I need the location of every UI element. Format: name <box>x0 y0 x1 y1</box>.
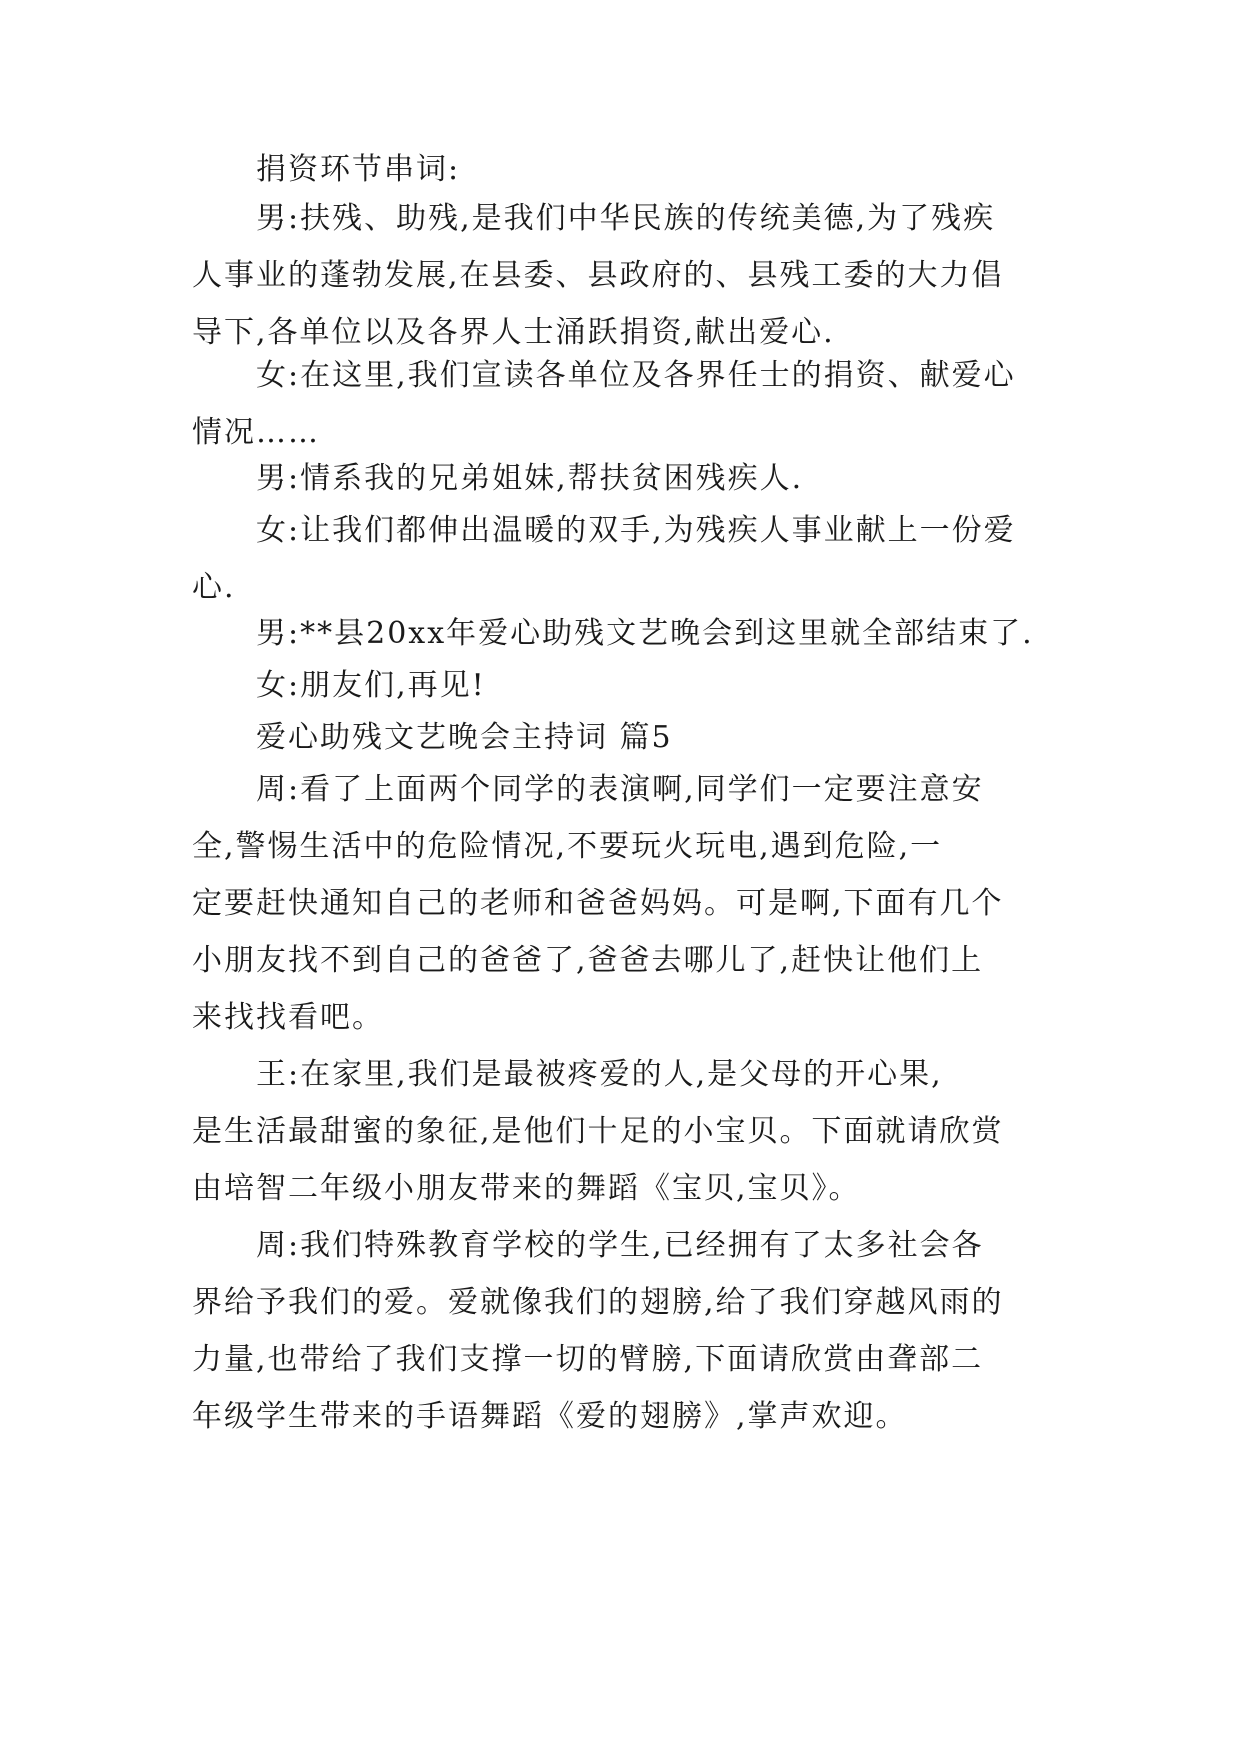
text-line: 由培智二年级小朋友带来的舞蹈《宝贝,宝贝》。 <box>192 1171 861 1206</box>
text-line: 男:**县20xx年爱心助残文艺晚会到这里就全部结束了. <box>256 616 1034 651</box>
text-line: 女:让我们都伸出温暖的双手,为残疾人事业献上一份爱 <box>256 513 1016 548</box>
text-line: 女:在这里,我们宣读各单位及各界任士的捐资、献爱心 <box>256 358 1016 393</box>
text-line: 心. <box>192 570 236 605</box>
text-line: 力量,也带给了我们支撑一切的臂膀,下面请欣赏由聋部二 <box>192 1342 984 1377</box>
text-line: 男:扶残、助残,是我们中华民族的传统美德,为了残疾 <box>256 201 996 236</box>
text-line: 周:看了上面两个同学的表演啊,同学们一定要注意安 <box>256 772 984 807</box>
paragraph-10 <box>192 1046 1052 1217</box>
text-line: 男:情系我的兄弟姐妹,帮扶贫困残疾人. <box>256 461 804 496</box>
paragraph-2 <box>192 190 1052 361</box>
text-line: 女:朋友们,再见! <box>256 668 486 703</box>
text-line: 定要赶快通知自己的老师和爸爸妈妈。可是啊,下面有几个 <box>192 886 1004 921</box>
paragraph-3 <box>192 347 1052 461</box>
section-heading <box>192 709 1052 766</box>
text-line: 是生活最甜蜜的象征,是他们十足的小宝贝。下面就请欣赏 <box>192 1114 1004 1149</box>
paragraph-7 <box>192 657 1052 714</box>
text-line: 周:我们特殊教育学校的学生,已经拥有了太多社会各 <box>256 1228 984 1263</box>
text-line: 王:在家里,我们是最被疼爱的人,是父母的开心果, <box>256 1057 943 1092</box>
text-line: 界给予我们的爱。爱就像我们的翅膀,给了我们穿越风雨的 <box>192 1285 1004 1320</box>
text-line: 小朋友找不到自己的爸爸了,爸爸去哪儿了,赶快让他们上 <box>192 943 984 978</box>
heading-text: 爱心助残文艺晚会主持词 篇5 <box>256 720 673 755</box>
text-line: 全,警惕生活中的危险情况,不要玩火玩电,遇到危险,一 <box>192 829 943 864</box>
text-line: 来找找看吧。 <box>192 1000 384 1035</box>
text-line: 导下,各单位以及各界人士涌跃捐资,献出爱心. <box>192 315 835 350</box>
text-line: 情况…… <box>192 415 320 450</box>
paragraph-11 <box>192 1217 1052 1445</box>
text-line: 年级学生带来的手语舞蹈《爱的翅膀》,掌声欢迎。 <box>192 1399 908 1434</box>
text-line: 人事业的蓬勃发展,在县委、县政府的、县残工委的大力倡 <box>192 258 1004 293</box>
paragraph-9 <box>192 761 1052 1046</box>
paragraph-6 <box>192 605 1052 662</box>
paragraph-4 <box>192 450 1052 507</box>
text-line: 捐资环节串词: <box>256 152 461 187</box>
paragraph-5 <box>192 502 1052 616</box>
